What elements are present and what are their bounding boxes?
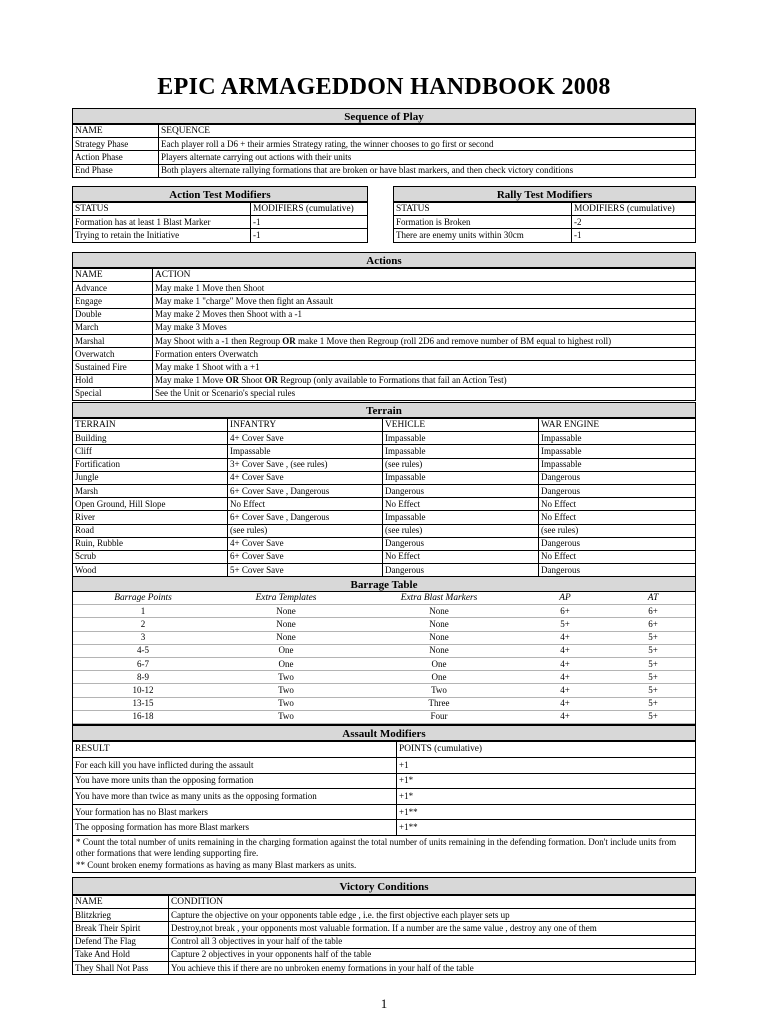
table-row xyxy=(73,550,696,563)
extra-blast-markers: Four xyxy=(359,710,519,723)
at-value: 5+ xyxy=(611,671,695,684)
terrain-name: Jungle xyxy=(73,471,228,484)
extra-templates: None xyxy=(213,631,359,644)
points-cell: +1** xyxy=(397,820,696,836)
table-header-row xyxy=(73,125,696,138)
ap-value: 5+ xyxy=(519,618,611,631)
action-text: May make 1 "charge" Move then fight an Assault xyxy=(153,295,696,308)
ap-value: 4+ xyxy=(519,684,611,697)
assault-body xyxy=(73,758,696,836)
terrain-name: Building xyxy=(73,432,228,445)
modifier-cell: -1 xyxy=(572,229,696,242)
action-text: May make 1 Move then Shoot xyxy=(153,282,696,295)
victory-table xyxy=(72,895,696,975)
barrage-points: 3 xyxy=(73,631,213,644)
table-row xyxy=(73,361,696,374)
extra-blast-markers: Three xyxy=(359,697,519,710)
vehicle-effect: Dangerous xyxy=(383,484,539,497)
col-header-sequence: SEQUENCE xyxy=(159,125,696,138)
war-engine-effect: No Effect xyxy=(539,511,696,524)
barrage-table xyxy=(73,592,695,724)
barrage-points: 2 xyxy=(73,618,213,631)
war-engine-effect: No Effect xyxy=(539,498,696,511)
infantry-effect: 4+ Cover Save xyxy=(228,471,383,484)
infantry-effect: 6+ Cover Save , Dangerous xyxy=(228,511,383,524)
action-name: Double xyxy=(73,308,153,321)
barrage-section xyxy=(72,576,696,725)
condition-name: Blitzkrieg xyxy=(73,909,169,922)
barrage-points: 10-12 xyxy=(73,684,213,697)
extra-blast-markers: None xyxy=(359,644,519,657)
action-name: Engage xyxy=(73,295,153,308)
table-row xyxy=(73,804,696,820)
war-engine-effect: Dangerous xyxy=(539,484,696,497)
terrain-name: Road xyxy=(73,524,228,537)
col-header-vehicle: VEHICLE xyxy=(383,419,539,432)
table-header-row xyxy=(73,896,696,909)
assault-note-2: ** Count broken enemy formations as having as many Blast markers as units. xyxy=(76,859,357,870)
barrage-points: 4-5 xyxy=(73,644,213,657)
table-row xyxy=(73,644,695,657)
vehicle-effect: (see rules) xyxy=(383,458,539,471)
table-header-row xyxy=(73,203,368,216)
table-row xyxy=(73,295,696,308)
rally-test-table xyxy=(393,202,696,243)
action-text: May make 3 Moves xyxy=(153,321,696,334)
infantry-effect: Impassable xyxy=(228,445,383,458)
at-value: 5+ xyxy=(611,697,695,710)
col-header-action: ACTION xyxy=(153,269,696,282)
victory-header: Victory Conditions xyxy=(72,877,696,895)
table-row xyxy=(73,308,696,321)
assault-note-1: * Count the total number of units remaining in the charging formation against the total number of units remaining in the defending formation. Don't include units from other formations that were lending supporting fire. xyxy=(76,836,677,859)
war-engine-effect: Dangerous xyxy=(539,537,696,550)
table-row xyxy=(73,564,696,577)
table-row xyxy=(73,605,695,618)
col-header-war-engine: WAR ENGINE xyxy=(539,419,696,432)
col-header-name: NAME xyxy=(73,125,159,138)
extra-templates: Two xyxy=(213,710,359,723)
action-test-header: Action Test Modifiers xyxy=(72,186,368,202)
sequence-of-play-section xyxy=(72,108,696,178)
infantry-effect: 6+ Cover Save , Dangerous xyxy=(228,484,383,497)
table-row xyxy=(73,618,695,631)
at-value: 5+ xyxy=(611,657,695,670)
vehicle-effect: No Effect xyxy=(383,498,539,511)
points-cell: +1* xyxy=(397,789,696,805)
at-value: 5+ xyxy=(611,631,695,644)
barrage-points: 13-15 xyxy=(73,697,213,710)
condition-text: Destroy,not break , your opponents most valuable formation. If a number are the same value , destroy any one of them xyxy=(169,922,696,935)
action-text-part: May Shoot with a -1 then Regroup xyxy=(155,335,280,346)
table-row xyxy=(73,697,695,710)
col-header-modifiers: MODIFIERS (cumulative) xyxy=(572,203,696,216)
col-header-condition: CONDITION xyxy=(169,896,696,909)
result-cell: For each kill you have inflicted during the assault xyxy=(73,758,397,774)
table-row xyxy=(73,321,696,334)
vehicle-effect: Impassable xyxy=(383,445,539,458)
phase-text: Each player roll a D6 + their armies Strategy rating, the winner chooses to go first or second xyxy=(159,138,696,151)
condition-name: They Shall Not Pass xyxy=(73,961,169,974)
modifier-cell: -2 xyxy=(572,216,696,229)
condition-text: Control all 3 objectives in your half of the table xyxy=(169,935,696,948)
barrage-points: 6-7 xyxy=(73,657,213,670)
table-row xyxy=(394,216,696,229)
col-header-name: NAME xyxy=(73,269,153,282)
table-row xyxy=(73,374,696,387)
table-row xyxy=(73,631,695,644)
result-cell: Your formation has no Blast markers xyxy=(73,804,397,820)
barrage-points: 8-9 xyxy=(73,671,213,684)
sequence-table xyxy=(72,124,696,178)
action-name: Special xyxy=(73,387,153,400)
ap-value: 6+ xyxy=(519,605,611,618)
status-cell: Formation is Broken xyxy=(394,216,572,229)
page-number: 1 xyxy=(380,996,388,1011)
terrain-name: Ruin, Rubble xyxy=(73,537,228,550)
action-test-section xyxy=(72,186,368,243)
table-row xyxy=(73,151,696,164)
extra-templates: One xyxy=(213,657,359,670)
assault-notes xyxy=(72,836,696,874)
table-row xyxy=(73,498,696,511)
col-header-ap: AP xyxy=(519,592,611,605)
extra-blast-markers: One xyxy=(359,657,519,670)
extra-templates: Two xyxy=(213,697,359,710)
war-engine-effect: Dangerous xyxy=(539,564,696,577)
condition-name: Defend The Flag xyxy=(73,935,169,948)
phase-text: Players alternate carrying out actions with their units xyxy=(159,151,696,164)
vehicle-effect: (see rules) xyxy=(383,524,539,537)
terrain-name: Fortification xyxy=(73,458,228,471)
action-text xyxy=(153,374,696,387)
actions-section xyxy=(72,252,696,401)
terrain-name: River xyxy=(73,511,228,524)
barrage-body xyxy=(73,605,695,724)
sequence-of-play-header: Sequence of Play xyxy=(72,108,696,124)
victory-section xyxy=(72,877,696,975)
extra-blast-markers: None xyxy=(359,618,519,631)
assault-section xyxy=(72,725,696,873)
table-row xyxy=(73,537,696,550)
extra-blast-markers: None xyxy=(359,605,519,618)
infantry-effect: 5+ Cover Save xyxy=(228,564,383,577)
war-engine-effect: (see rules) xyxy=(539,524,696,537)
at-value: 5+ xyxy=(611,684,695,697)
infantry-effect: 4+ Cover Save xyxy=(228,537,383,550)
vehicle-effect: Dangerous xyxy=(383,537,539,550)
assault-table xyxy=(72,741,696,836)
extra-blast-markers: Two xyxy=(359,684,519,697)
status-cell: There are enemy units within 30cm xyxy=(394,229,572,242)
result-cell: You have more than twice as many units as the opposing formation xyxy=(73,789,397,805)
col-header-result: RESULT xyxy=(73,742,397,758)
table-row xyxy=(73,948,696,961)
table-row xyxy=(73,229,368,242)
war-engine-effect: Dangerous xyxy=(539,471,696,484)
action-text: May make 2 Moves then Shoot with a -1 xyxy=(153,308,696,321)
col-header-extra-blast-markers: Extra Blast Markers xyxy=(359,592,519,605)
condition-text: Capture 2 objectives in your opponents half of the table xyxy=(169,948,696,961)
at-value: 5+ xyxy=(611,710,695,723)
ap-value: 4+ xyxy=(519,644,611,657)
or-keyword: OR xyxy=(282,335,296,346)
ap-value: 4+ xyxy=(519,631,611,644)
barrage-table-wrap xyxy=(72,592,696,725)
table-row xyxy=(73,657,695,670)
action-text: May make 1 Shoot with a +1 xyxy=(153,361,696,374)
col-header-extra-templates: Extra Templates xyxy=(213,592,359,605)
action-text-part: May make 1 Move xyxy=(155,375,224,386)
extra-templates: Two xyxy=(213,684,359,697)
infantry-effect: (see rules) xyxy=(228,524,383,537)
phase-name: Action Phase xyxy=(73,151,159,164)
action-name: March xyxy=(73,321,153,334)
infantry-effect: 4+ Cover Save xyxy=(228,432,383,445)
table-row xyxy=(394,229,696,242)
table-row xyxy=(73,282,696,295)
table-row xyxy=(73,524,696,537)
vehicle-effect: Impassable xyxy=(383,471,539,484)
table-row xyxy=(73,458,696,471)
ap-value: 4+ xyxy=(519,671,611,684)
table-header-row xyxy=(73,742,696,758)
infantry-effect: No Effect xyxy=(228,498,383,511)
terrain-header: Terrain xyxy=(72,402,696,418)
rally-test-header: Rally Test Modifiers xyxy=(393,186,696,202)
action-test-table xyxy=(72,202,368,243)
col-header-barrage-points: Barrage Points xyxy=(73,592,213,605)
extra-templates: None xyxy=(213,605,359,618)
action-text-part: Regroup (only available to Formations that fail an Action Test) xyxy=(280,375,507,386)
document-title: EPIC ARMAGEDDON HANDBOOK 2008 xyxy=(157,74,611,100)
table-row xyxy=(73,471,696,484)
table-row xyxy=(73,348,696,361)
points-cell: +1 xyxy=(397,758,696,774)
terrain-section xyxy=(72,402,696,577)
points-cell: +1* xyxy=(397,773,696,789)
or-keyword: OR xyxy=(225,375,239,386)
terrain-name: Cliff xyxy=(73,445,228,458)
terrain-name: Marsh xyxy=(73,484,228,497)
ap-value: 4+ xyxy=(519,710,611,723)
war-engine-effect: Impassable xyxy=(539,432,696,445)
at-value: 6+ xyxy=(611,618,695,631)
status-cell: Formation has at least 1 Blast Marker xyxy=(73,216,251,229)
col-header-infantry: INFANTRY xyxy=(228,419,383,432)
action-text: Formation enters Overwatch xyxy=(153,348,696,361)
col-header-points: POINTS (cumulative) xyxy=(397,742,696,758)
action-name: Advance xyxy=(73,282,153,295)
table-row xyxy=(73,445,696,458)
table-row xyxy=(73,164,696,177)
rally-test-section xyxy=(393,186,696,243)
terrain-name: Scrub xyxy=(73,550,228,563)
table-header-row xyxy=(73,419,696,432)
modifier-cell: -1 xyxy=(251,229,368,242)
action-text: See the Unit or Scenario's special rules xyxy=(153,387,696,400)
action-text xyxy=(153,334,696,347)
at-value: 6+ xyxy=(611,605,695,618)
table-row xyxy=(73,935,696,948)
table-row xyxy=(73,961,696,974)
terrain-name: Wood xyxy=(73,564,228,577)
result-cell: The opposing formation has more Blast markers xyxy=(73,820,397,836)
table-row xyxy=(73,138,696,151)
victory-body xyxy=(73,909,696,975)
actions-header: Actions xyxy=(72,252,696,268)
ap-value: 4+ xyxy=(519,657,611,670)
vehicle-effect: Impassable xyxy=(383,432,539,445)
at-value: 5+ xyxy=(611,644,695,657)
table-row xyxy=(73,387,696,400)
vehicle-effect: Impassable xyxy=(383,511,539,524)
table-row xyxy=(73,334,696,347)
table-row xyxy=(73,773,696,789)
col-header-status: STATUS xyxy=(73,203,251,216)
infantry-effect: 6+ Cover Save xyxy=(228,550,383,563)
status-cell: Trying to retain the Initiative xyxy=(73,229,251,242)
action-name: Overwatch xyxy=(73,348,153,361)
table-row xyxy=(73,909,696,922)
condition-name: Take And Hold xyxy=(73,948,169,961)
condition-text: Capture the objective on your opponents table edge , i.e. the first objective each player sets up xyxy=(169,909,696,922)
action-text-part: make 1 Move then Regroup (roll 2D6 and remove number of BM equal to highest roll) xyxy=(298,335,612,346)
vehicle-effect: Dangerous xyxy=(383,564,539,577)
table-row xyxy=(73,922,696,935)
phase-text: Both players alternate rallying formations that are broken or have blast markers, and then check victory conditions xyxy=(159,164,696,177)
condition-text: You achieve this if there are no unbroken enemy formations in your half of the table xyxy=(169,961,696,974)
table-row xyxy=(73,684,695,697)
assault-header: Assault Modifiers xyxy=(72,725,696,741)
result-cell: You have more units than the opposing formation xyxy=(73,773,397,789)
barrage-points: 16-18 xyxy=(73,710,213,723)
table-row xyxy=(73,820,696,836)
terrain-body xyxy=(73,432,696,577)
barrage-points: 1 xyxy=(73,605,213,618)
modifier-cell: -1 xyxy=(251,216,368,229)
table-row xyxy=(73,758,696,774)
war-engine-effect: Impassable xyxy=(539,458,696,471)
table-header-row xyxy=(394,203,696,216)
or-keyword: OR xyxy=(264,375,278,386)
phase-name: Strategy Phase xyxy=(73,138,159,151)
terrain-table xyxy=(72,418,696,577)
vehicle-effect: No Effect xyxy=(383,550,539,563)
col-header-modifiers: MODIFIERS (cumulative) xyxy=(251,203,368,216)
ap-value: 4+ xyxy=(519,697,611,710)
war-engine-effect: No Effect xyxy=(539,550,696,563)
table-row xyxy=(73,216,368,229)
extra-templates: Two xyxy=(213,671,359,684)
table-header-row xyxy=(73,592,695,605)
extra-blast-markers: None xyxy=(359,631,519,644)
war-engine-effect: Impassable xyxy=(539,445,696,458)
table-row xyxy=(73,710,695,723)
table-header-row xyxy=(73,269,696,282)
phase-name: End Phase xyxy=(73,164,159,177)
table-row xyxy=(73,484,696,497)
actions-table xyxy=(72,268,696,401)
col-header-at: AT xyxy=(611,592,695,605)
table-row xyxy=(73,671,695,684)
table-row xyxy=(73,511,696,524)
extra-templates: One xyxy=(213,644,359,657)
barrage-header: Barrage Table xyxy=(72,576,696,592)
action-name: Hold xyxy=(73,374,153,387)
points-cell: +1** xyxy=(397,804,696,820)
terrain-name: Open Ground, Hill Slope xyxy=(73,498,228,511)
col-header-name: NAME xyxy=(73,896,169,909)
action-name: Sustained Fire xyxy=(73,361,153,374)
action-name: Marshal xyxy=(73,334,153,347)
action-text-part: Shoot xyxy=(241,375,263,386)
col-header-terrain: TERRAIN xyxy=(73,419,228,432)
table-row xyxy=(73,432,696,445)
condition-name: Break Their Spirit xyxy=(73,922,169,935)
extra-templates: None xyxy=(213,618,359,631)
extra-blast-markers: One xyxy=(359,671,519,684)
col-header-status: STATUS xyxy=(394,203,572,216)
infantry-effect: 3+ Cover Save , (see rules) xyxy=(228,458,383,471)
table-row xyxy=(73,789,696,805)
